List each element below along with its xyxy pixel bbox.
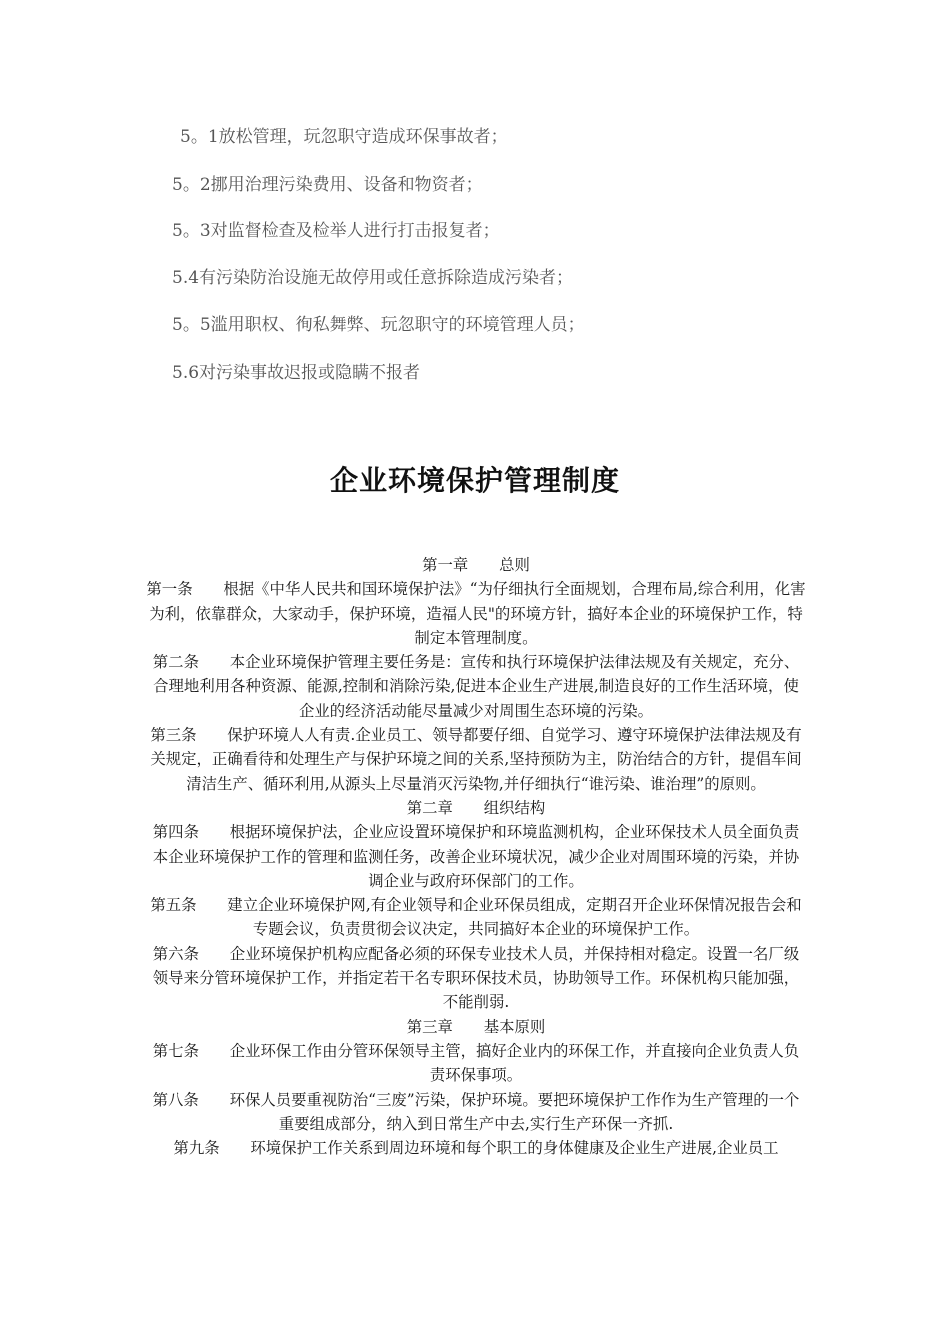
article-2: [146, 650, 806, 723]
article-number: 第九条: [173, 1139, 251, 1158]
list-item: 5。5滥用职权、徇私舞弊、玩忽职守的环境管理人员；: [172, 315, 585, 335]
article-number: 第四条: [152, 823, 230, 842]
article-8: [146, 1088, 806, 1137]
document-title: 企业环境保护管理制度: [329, 464, 620, 497]
article-number: 第六条: [152, 944, 230, 963]
article-3: [146, 723, 806, 796]
list-item: 5。1放松管理，玩忽职守造成环保事故者；: [180, 127, 508, 147]
chapter-heading: 第二章 组织结构: [406, 798, 546, 817]
article-text: 环保人员要重视防治“三废”污染，保护环境。要把环境保护工作作为生产管理的一个重要组成部分，纳入到日常生产中去,实行生产环保一齐抓.: [229, 1090, 800, 1133]
list-item: 5.4有污染防治设施无故停用或任意拆除造成污染者；: [172, 268, 574, 288]
article-text: 根据《中华人民共和国环境保护法》“为仔细执行全面规划，合理布局,综合利用，化害为利，依靠群众，大家动手，保护环境，造福人民"的环境方针，搞好本企业的环境保护工作，特制定本管理制度。: [149, 580, 806, 647]
chapter-heading: 第三章 基本原则: [406, 1017, 546, 1036]
article-1: [146, 577, 806, 650]
list-item: 5。3对监督检查及检举人进行打击报复者；: [172, 221, 500, 241]
article-4: [146, 820, 806, 893]
chapter-heading: 第一章 总则: [422, 556, 530, 574]
article-text: 保护环境人人有责.企业员工、领导都要仔细、自觉学习、遵守环境保护法律法规及有关规定，正确看待和处理生产与保护环境之间的关系,坚持预防为主，防治结合的方针，提倡车间清洁生产、循环利用,从源头上尽量消灭污染物,并仔细执行“谁污染、谁治理”的原则。: [150, 726, 802, 793]
article-number: 第七条: [152, 1041, 230, 1060]
article-9: [146, 1136, 806, 1160]
article-number: 第三条: [150, 726, 228, 745]
article-number: 第二条: [152, 653, 230, 672]
article-7: [146, 1039, 806, 1088]
article-number: 第一条: [146, 580, 224, 599]
article-text: 建立企业环境保护网,有企业领导和企业环保员组成，定期召开企业环保情况报告会和专题会议，负责贯彻会议决定，共同搞好本企业的环境保护工作。: [227, 896, 802, 939]
article-text: 根据环境保护法，企业应设置环境保护和环境监测机构，企业环保技术人员全面负责本企业环境保护工作的管理和监测任务，改善企业环境状况，减少企业对周围环境的污染，并协调企业与政府环保部门的工作。: [152, 823, 800, 890]
article-6: [146, 942, 806, 1015]
article-number: 第五条: [150, 896, 228, 915]
list-item: 5。2挪用治理污染费用、设备和物资者；: [172, 175, 483, 195]
article-text: 企业环境保护机构应配备必须的环保专业技术人员，并保持相对稳定。设置一名厂级领导来分管环境保护工作，并指定若干名专职环保技术员，协助领导工作。环保机构只能加强，不能削弱.: [152, 944, 800, 1012]
article-5: [146, 893, 806, 942]
article-number: 第八条: [152, 1090, 230, 1109]
list-item: 5.6对污染事故迟报或隐瞒不报者: [172, 363, 421, 383]
article-text: 企业环保工作由分管环保领导主管，搞好企业内的环保工作，并直接向企业负责人负责环保事项。: [229, 1041, 800, 1085]
article-text: 环境保护工作关系到周边环境和每个职工的身体健康及企业生产进展,企业员工: [250, 1139, 779, 1158]
article-text: 本企业环境保护管理主要任务是：宣传和执行环境保护法律法规及有关规定，充分、合理地利用各种资源、能源,控制和消除污染,促进本企业生产进展,制造良好的工作生活环境，使企业的经济活动能尽量减少对周围生态环境的污染。: [153, 653, 800, 720]
document-body: [146, 553, 806, 1160]
